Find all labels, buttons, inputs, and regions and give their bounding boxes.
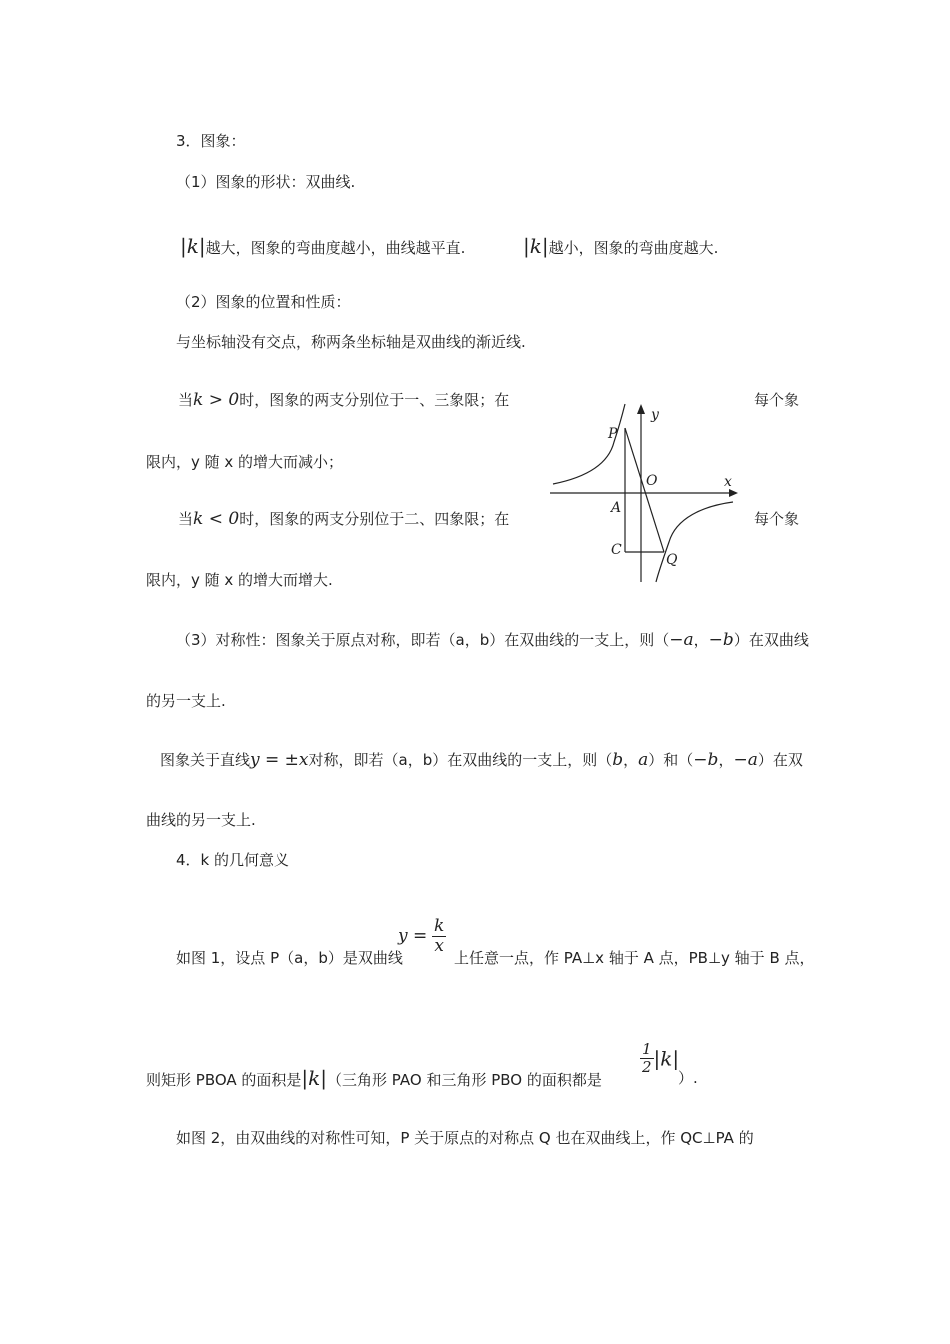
symmetry-text-a: （3）对称性：图象关于原点对称，即若（a，b）在双曲线的一支上，则（: [176, 631, 670, 649]
abs-k-formula: |k|: [180, 234, 206, 258]
k-negative-tail: 每个象: [754, 510, 800, 528]
label-q: Q: [666, 552, 678, 568]
figure2-text: 如图 2，由双曲线的对称性可知，P 关于原点的对称点 Q 也在双曲线上，作 QC⊥PA 的: [176, 1129, 754, 1147]
abs-k-formula-2: |k|: [523, 234, 549, 258]
position-heading: （2）图象的位置和性质：: [176, 293, 351, 311]
k-positive-line-2: 限内，y 随 x 的增大而减小；: [146, 453, 344, 471]
k-negative-text: 时，图象的两支分别位于二、四象限；在: [239, 510, 510, 528]
fraction-numerator-1: 1: [642, 1040, 652, 1058]
neg-b-formula: −b: [708, 630, 734, 650]
hyperbola-figure: [548, 402, 743, 584]
abs-k-smaller-text: 越小，图象的弯曲度越大.: [548, 239, 719, 257]
area-text-a: 则矩形 PBOA 的面积是: [146, 1071, 302, 1089]
k-positive-formula: k > 0: [193, 390, 240, 410]
line-symmetry-2: 曲线的另一支上.: [146, 811, 256, 829]
x-axis-arrow: [729, 489, 738, 497]
k-positive-tail: 每个象: [754, 391, 800, 409]
label-o: O: [646, 473, 658, 489]
label-x: x: [724, 474, 732, 490]
label-c: C: [611, 542, 622, 558]
hyperbola-branch-upper: [553, 404, 625, 484]
symmetry-line-2: 的另一支上.: [146, 692, 226, 710]
figure1-text-a: 如图 1，设点 P（a，b）是双曲线: [176, 949, 403, 967]
symmetry-line: [176, 630, 809, 650]
symmetry-text-b: ）在双曲线: [733, 631, 809, 649]
y-eq: y =: [398, 926, 428, 946]
line-pq: [625, 428, 664, 552]
y-pm-x-formula: y = ±x: [250, 750, 309, 770]
area-line: [146, 1068, 602, 1090]
neg-b-formula-2: −b: [693, 750, 719, 770]
abs-k-paragraph: [180, 236, 465, 258]
section-3-heading: 3．图象：: [176, 132, 246, 150]
abs-k-half: |k|: [653, 1046, 680, 1071]
fraction-denominator-2: 2: [642, 1058, 652, 1076]
shape-paragraph: （1）图象的形状：双曲线.: [176, 173, 356, 191]
line-symmetry-text-a: 图象关于直线: [160, 751, 251, 769]
section-4-heading: 4．k 的几何意义: [176, 851, 289, 869]
hyperbola-equation: [398, 918, 446, 955]
k-negative-line-2: 限内，y 随 x 的增大而增大.: [146, 571, 333, 589]
abs-k-area: |k|: [301, 1066, 328, 1090]
k-negative-formula: k < 0: [193, 509, 240, 529]
dang-text: 当: [178, 391, 194, 409]
area-text-b: （三角形 PAO 和三角形 PBO 的面积都是: [327, 1071, 602, 1089]
k-positive-line: [178, 390, 509, 410]
label-a: A: [611, 500, 622, 516]
neg-a-formula-2: −a: [733, 750, 758, 770]
line-symmetry-text-b: 对称，即若（a，b）在双曲线的一支上，则（: [308, 751, 613, 769]
a-formula: a: [638, 750, 649, 770]
figure1-text-b: 上任意一点，作 PA⊥x 轴于 A 点，PB⊥y 轴于 B 点，: [454, 949, 815, 967]
k-over-x-fraction: [432, 918, 446, 955]
comma-3: ，: [718, 751, 734, 769]
dang-text-2: 当: [178, 510, 194, 528]
k-positive-text: 时，图象的两支分别位于一、三象限；在: [239, 391, 510, 409]
neg-a-formula: −a: [669, 630, 694, 650]
area-text-c: ）.: [678, 1069, 698, 1087]
hyperbola-branch-lower: [656, 502, 733, 582]
line-symmetry-text-c: ）和（: [648, 751, 694, 769]
label-p: P: [608, 426, 618, 442]
comma-2: ，: [623, 751, 639, 769]
fraction-denominator-x: x: [434, 936, 444, 956]
line-symmetry: [160, 750, 803, 770]
label-y: y: [651, 407, 659, 423]
half-abs-k: [640, 1042, 679, 1075]
b-formula: b: [612, 750, 624, 770]
k-negative-line: [178, 509, 509, 529]
y-axis-arrow: [637, 404, 645, 414]
abs-k-paragraph-2: [523, 236, 718, 258]
fraction-numerator-k: k: [434, 916, 445, 936]
comma-1: ，: [693, 631, 709, 649]
line-symmetry-text-d: ）在双: [757, 751, 803, 769]
asymptote-paragraph: 与坐标轴没有交点，称两条坐标轴是双曲线的渐近线.: [176, 333, 526, 351]
one-half-fraction: [640, 1042, 654, 1075]
abs-k-larger-text: 越大，图象的弯曲度越小，曲线越平直.: [205, 239, 466, 257]
